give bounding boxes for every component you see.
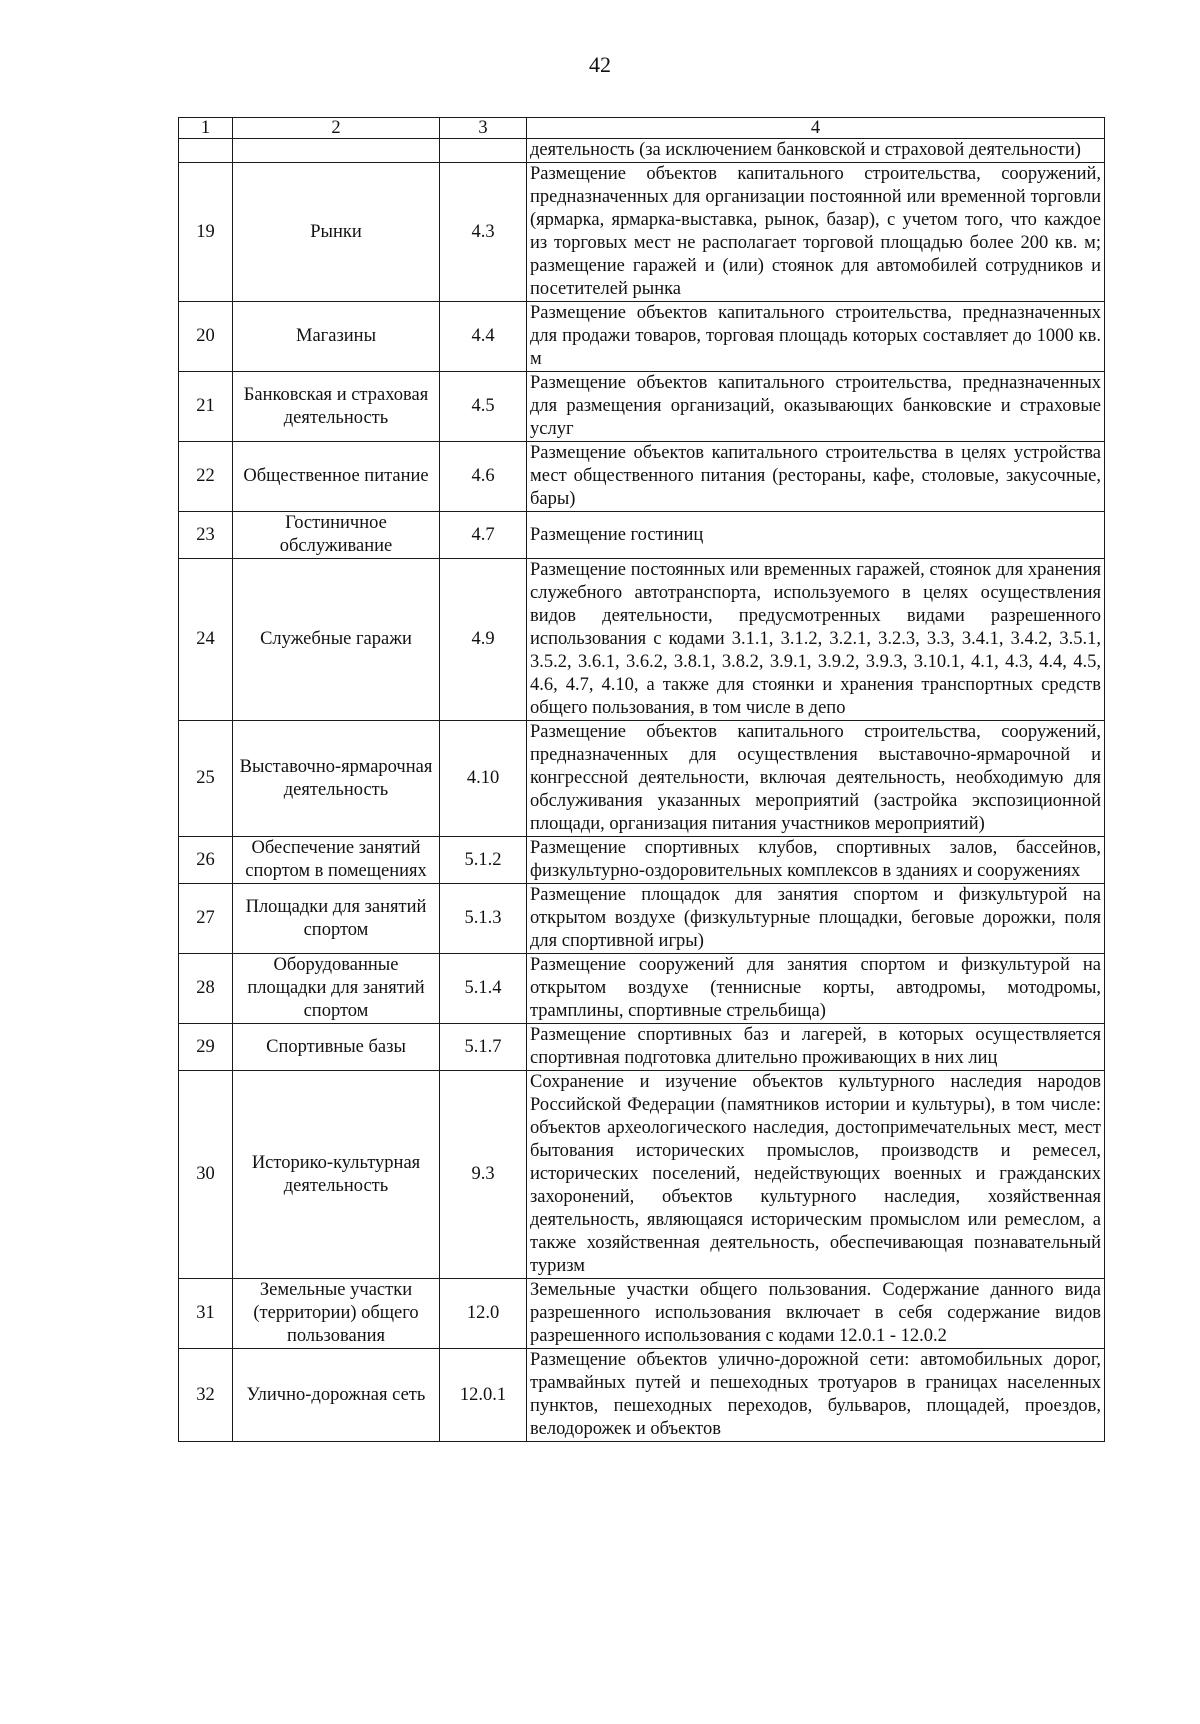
column-header-2: 2 — [233, 118, 440, 139]
table-row — [179, 163, 1105, 302]
table-row — [179, 559, 1105, 721]
row-number-cell: 25 — [179, 721, 233, 837]
table-row — [179, 884, 1105, 954]
use-description-cell: Размещение объектов капитального строительства, сооружений, предназначенных для осуществления выставочно-ярмарочной и конгрессной деятельности, включая деятельность, необходимую для обслуживания указанных мероприятий (застройка экспозиционной площади, организация питания участников мероприятий) — [527, 721, 1105, 837]
use-name-cell: Обеспечение занятий спортом в помещениях — [233, 837, 440, 884]
use-code-cell: 9.3 — [440, 1071, 527, 1279]
table-row — [179, 1024, 1105, 1071]
use-description-cell: Размещение постоянных или временных гаражей, стоянок для хранения служебного автотранспорта, используемого в целях осуществления видов деятельности, предусмотренных видами разрешенного использования с кодами 3.1.1, 3.1.2, 3.2.1, 3.2.3, 3.3, 3.4.1, 3.4.2, 3.5.1, 3.5.2, 3.6.1, 3.6.2, 3.8.1, 3.8.2, 3.9.1, 3.9.2, 3.9.3, 3.10.1, 4.1, 4.3, 4.4, 4.5, 4.6, 4.7, 4.10, а также для стоянки и хранения транспортных средств общего пользования, в том числе в депо — [527, 559, 1105, 721]
use-name-cell: Магазины — [233, 302, 440, 372]
use-name-cell: Рынки — [233, 163, 440, 302]
use-code-cell: 4.7 — [440, 512, 527, 559]
table-body — [179, 139, 1105, 1442]
use-description-cell: Размещение спортивных клубов, спортивных залов, бассейнов, физкультурно-оздоровительных комплексов в зданиях и сооружениях — [527, 837, 1105, 884]
column-header-4: 4 — [527, 118, 1105, 139]
column-header-3: 3 — [440, 118, 527, 139]
row-number-cell: 21 — [179, 372, 233, 442]
use-code-cell: 5.1.2 — [440, 837, 527, 884]
use-description-cell: Размещение объектов капитального строительства в целях устройства мест общественного питания (рестораны, кафе, столовые, закусочные, бары) — [527, 442, 1105, 512]
use-code-cell: 4.10 — [440, 721, 527, 837]
use-name-cell: Служебные гаражи — [233, 559, 440, 721]
use-description-cell: деятельность (за исключением банковской и страховой деятельности) — [527, 139, 1105, 163]
use-code-cell: 4.3 — [440, 163, 527, 302]
use-description-cell: Размещение спортивных баз и лагерей, в которых осуществляется спортивная подготовка длительно проживающих в них лиц — [527, 1024, 1105, 1071]
row-number-cell: 29 — [179, 1024, 233, 1071]
row-number-cell: 27 — [179, 884, 233, 954]
table-row — [179, 302, 1105, 372]
table-row — [179, 139, 1105, 163]
use-description-cell: Размещение объектов капитального строительства, предназначенных для продажи товаров, торговая площадь которых составляет до 1000 кв. м — [527, 302, 1105, 372]
land-use-table — [178, 117, 1105, 1442]
use-name-cell: Спортивные базы — [233, 1024, 440, 1071]
table-row — [179, 442, 1105, 512]
use-description-cell: Сохранение и изучение объектов культурного наследия народов Российской Федерации (памятников истории и культуры), в том числе: объектов археологического наследия, достопримечательных мест, мест бытования исторических промыслов, производств и ремесел, исторических поселений, недействующих военных и гражданских захоронений, объектов культурного наследия, хозяйственная деятельность, являющаяся историческим промыслом или ремеслом, а также хозяйственная деятельность, обеспечивающая познавательный туризм — [527, 1071, 1105, 1279]
row-number-cell: 23 — [179, 512, 233, 559]
use-code-cell — [440, 139, 527, 163]
use-description-cell: Размещение сооружений для занятия спортом и физкультурой на открытом воздухе (теннисные корты, автодромы, мотодромы, трамплины, спортивные стрельбища) — [527, 954, 1105, 1024]
use-name-cell: Оборудованные площадки для занятий спортом — [233, 954, 440, 1024]
table-row — [179, 1071, 1105, 1279]
row-number-cell: 19 — [179, 163, 233, 302]
row-number-cell: 32 — [179, 1349, 233, 1442]
use-name-cell: Выставочно-ярмарочная деятельность — [233, 721, 440, 837]
use-code-cell: 12.0.1 — [440, 1349, 527, 1442]
use-code-cell: 5.1.3 — [440, 884, 527, 954]
use-description-cell: Размещение объектов капитального строительства, сооружений, предназначенных для организации постоянной или временной торговли (ярмарка, ярмарка-выставка, рынок, базар), с учетом того, что каждое из торговых мест не располагает торговой площадью более 200 кв. м; размещение гаражей и (или) стоянок для автомобилей сотрудников и посетителей рынка — [527, 163, 1105, 302]
table-row — [179, 837, 1105, 884]
use-code-cell: 5.1.7 — [440, 1024, 527, 1071]
column-header-1: 1 — [179, 118, 233, 139]
use-description-cell: Размещение гостиниц — [527, 512, 1105, 559]
use-name-cell: Банковская и страховая деятельность — [233, 372, 440, 442]
row-number-cell: 22 — [179, 442, 233, 512]
use-code-cell: 5.1.4 — [440, 954, 527, 1024]
use-name-cell: Историко-культурная деятельность — [233, 1071, 440, 1279]
use-name-cell: Земельные участки (территории) общего пользования — [233, 1279, 440, 1349]
row-number-cell: 31 — [179, 1279, 233, 1349]
row-number-cell — [179, 139, 233, 163]
use-name-cell: Гостиничное обслуживание — [233, 512, 440, 559]
table-row — [179, 1349, 1105, 1442]
table-header-row — [179, 118, 1105, 139]
use-name-cell — [233, 139, 440, 163]
row-number-cell: 20 — [179, 302, 233, 372]
use-code-cell: 4.4 — [440, 302, 527, 372]
use-description-cell: Размещение объектов улично-дорожной сети: автомобильных дорог, трамвайных путей и пешеходных тротуаров в границах населенных пунктов, пешеходных переходов, бульваров, площадей, проездов, велодорожек и объектов — [527, 1349, 1105, 1442]
use-description-cell: Земельные участки общего пользования. Содержание данного вида разрешенного использования включает в себя содержание видов разрешенного использования с кодами 12.0.1 - 12.0.2 — [527, 1279, 1105, 1349]
table-row — [179, 512, 1105, 559]
use-code-cell: 12.0 — [440, 1279, 527, 1349]
use-name-cell: Общественное питание — [233, 442, 440, 512]
use-name-cell: Улично-дорожная сеть — [233, 1349, 440, 1442]
use-description-cell: Размещение объектов капитального строительства, предназначенных для размещения организаций, оказывающих банковские и страховые услуг — [527, 372, 1105, 442]
use-description-cell: Размещение площадок для занятия спортом и физкультурой на открытом воздухе (физкультурные площадки, беговые дорожки, поля для спортивной игры) — [527, 884, 1105, 954]
use-code-cell: 4.5 — [440, 372, 527, 442]
row-number-cell: 26 — [179, 837, 233, 884]
row-number-cell: 28 — [179, 954, 233, 1024]
row-number-cell: 30 — [179, 1071, 233, 1279]
table-row — [179, 372, 1105, 442]
row-number-cell: 24 — [179, 559, 233, 721]
table-row — [179, 954, 1105, 1024]
use-code-cell: 4.9 — [440, 559, 527, 721]
table-row — [179, 1279, 1105, 1349]
use-name-cell: Площадки для занятий спортом — [233, 884, 440, 954]
use-code-cell: 4.6 — [440, 442, 527, 512]
table-row — [179, 721, 1105, 837]
page-number: 42 — [589, 52, 611, 77]
